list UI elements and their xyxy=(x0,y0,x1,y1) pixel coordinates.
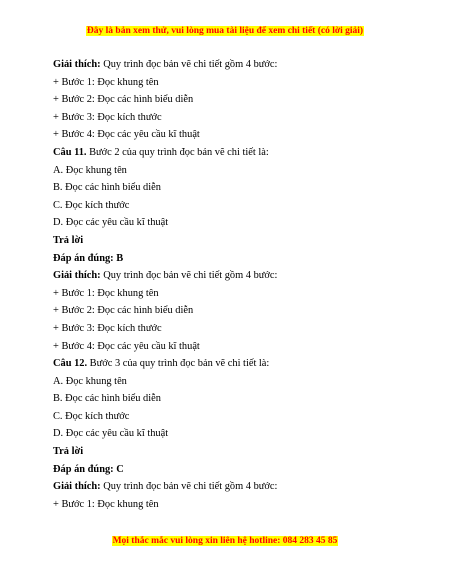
document-body xyxy=(53,56,423,513)
preview-notice-banner xyxy=(0,26,450,36)
step-item: + Bước 2: Đọc các hình biểu diễn xyxy=(53,94,194,106)
answer-option: D. Đọc các yêu cầu kĩ thuật xyxy=(53,217,169,229)
correct-answer: Đáp án đúng: C xyxy=(53,463,124,475)
step-item: + Bước 3: Đọc kích thước xyxy=(53,111,162,123)
preview-notice-text: Đây là bản xem thử, vui lòng mua tài liệu để xem chi tiết (có lời giải) xyxy=(86,26,364,36)
step-item: + Bước 1: Đọc khung tên xyxy=(53,76,159,88)
hotline-notice-text: Mọi thắc mắc vui lòng xin liên hệ hotline: 084 283 45 85 xyxy=(112,536,338,546)
question-line xyxy=(53,144,423,162)
explanation-line xyxy=(53,267,423,285)
answer-option: B. Đọc các hình biểu diễn xyxy=(53,393,161,405)
correct-answer: Đáp án đúng: B xyxy=(53,252,124,264)
question-number: Câu 12. xyxy=(53,358,88,370)
question-text: Bước 3 của quy trình đọc bản vẽ chi tiết là: xyxy=(87,358,270,370)
question-line xyxy=(53,355,423,373)
explanation-text: Quy trình đọc bản vẽ chi tiết gồm 4 bước: xyxy=(100,59,278,70)
explanation-label: Giải thích: xyxy=(53,59,101,70)
explanation-label: Giải thích: xyxy=(53,481,101,493)
explanation-text: Quy trình đọc bản vẽ chi tiết gồm 4 bước: xyxy=(100,270,278,282)
answer-option: B. Đọc các hình biểu diễn xyxy=(53,182,161,194)
explanation-line xyxy=(53,56,423,74)
question-text: Bước 2 của quy trình đọc bản vẽ chi tiết là: xyxy=(86,146,269,158)
step-item: + Bước 3: Đọc kích thước xyxy=(53,322,162,334)
step-item: + Bước 4: Đọc các yêu cầu kĩ thuật xyxy=(53,340,200,352)
question-number: Câu 11. xyxy=(53,146,87,158)
answer-option: A. Đọc khung tên xyxy=(53,164,127,176)
step-item: + Bước 1: Đọc khung tên xyxy=(53,287,159,299)
step-item: + Bước 2: Đọc các hình biểu diễn xyxy=(53,305,194,317)
step-item: + Bước 1: Đọc khung tên xyxy=(53,498,159,510)
answer-option: C. Đọc kích thước xyxy=(53,410,130,422)
answer-option: C. Đọc kích thước xyxy=(53,199,130,211)
answer-heading: Trả lời xyxy=(53,234,84,246)
answer-option: A. Đọc khung tên xyxy=(53,375,127,387)
step-item: + Bước 4: Đọc các yêu cầu kĩ thuật xyxy=(53,129,200,141)
answer-option: D. Đọc các yêu cầu kĩ thuật xyxy=(53,428,169,440)
explanation-text: Quy trình đọc bản vẽ chi tiết gồm 4 bước: xyxy=(100,481,278,493)
explanation-label: Giải thích: xyxy=(53,270,101,282)
hotline-notice-banner xyxy=(0,536,450,546)
explanation-line xyxy=(53,478,423,496)
answer-heading: Trả lời xyxy=(53,446,84,458)
